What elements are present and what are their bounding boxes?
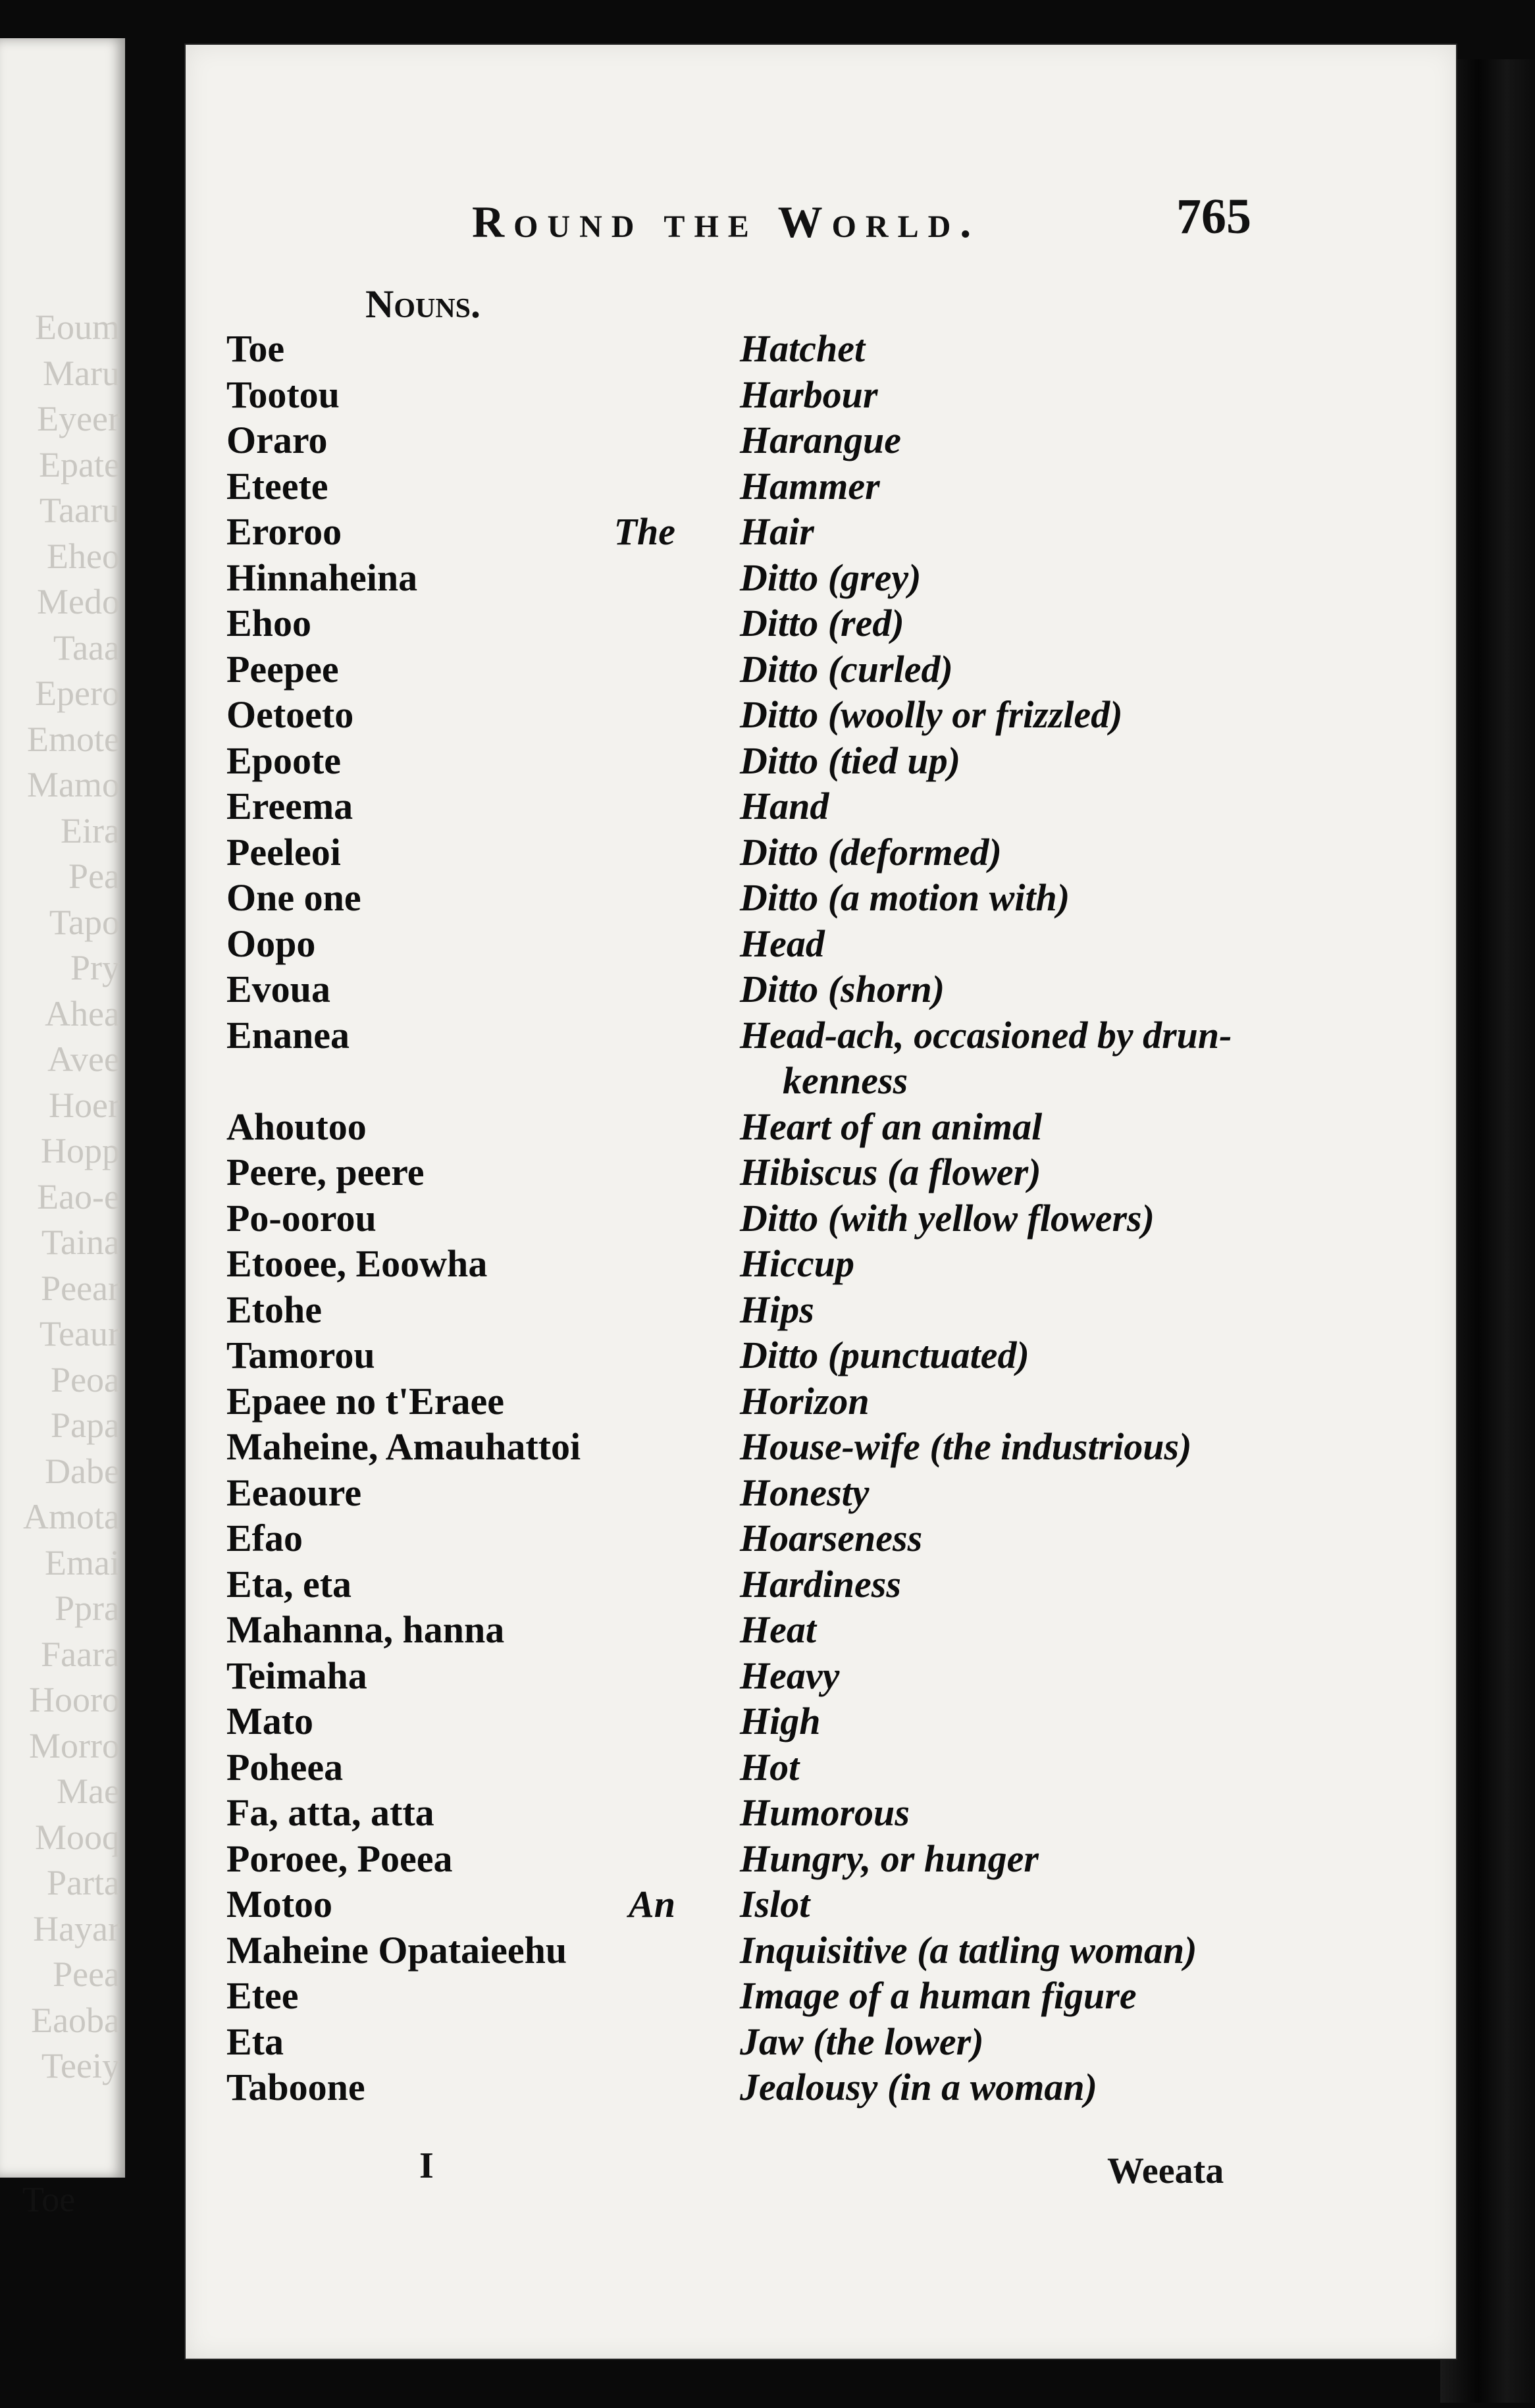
previous-page-catchword: Toe xyxy=(22,2180,76,2219)
vocabulary-row xyxy=(226,1105,1411,1151)
running-head: Round the World. xyxy=(472,197,981,247)
native-word: Maheine Opataieehu xyxy=(226,1928,567,1972)
previous-page-word: Pry xyxy=(70,948,120,987)
vocabulary-row xyxy=(226,1699,1411,1745)
english-meaning: Hot xyxy=(740,1745,800,1789)
page-number: 765 xyxy=(1176,189,1251,244)
previous-page-word: Taaru xyxy=(39,490,120,530)
previous-page-word: Taina xyxy=(41,1222,120,1262)
vocabulary-row xyxy=(226,1150,1411,1196)
english-meaning: Ditto (with yellow flowers) xyxy=(740,1196,1155,1240)
previous-page-word: Mamo xyxy=(27,765,120,804)
previous-page-word: Eyeer xyxy=(37,399,120,438)
english-meaning: Harbour xyxy=(740,373,878,416)
english-meaning: Ditto (shorn) xyxy=(740,968,945,1010)
english-meaning: Head-ach, occasioned by drun- xyxy=(740,1013,1232,1057)
english-meaning: kenness xyxy=(783,1059,908,1102)
vocabulary-row xyxy=(226,556,1411,602)
native-word: Toe xyxy=(226,327,285,370)
previous-page-word: Dabe xyxy=(45,1451,120,1491)
previous-page-word: Eheo xyxy=(47,536,120,576)
vocabulary-row xyxy=(226,967,1411,1013)
english-meaning: Ditto (curled) xyxy=(740,647,953,691)
native-word: Evoua xyxy=(226,968,330,1010)
previous-page-word: Eira xyxy=(61,810,120,851)
section-title: Nouns. xyxy=(365,282,481,326)
previous-page-word: Amota xyxy=(23,1497,120,1536)
previous-page-word: Hayar xyxy=(33,1908,120,1949)
vocabulary-row xyxy=(226,647,1411,693)
previous-page-word: Eoum xyxy=(35,307,120,347)
english-meaning: Hair xyxy=(740,510,814,553)
vocabulary-row xyxy=(226,2020,1411,2066)
english-meaning: Ditto (red) xyxy=(740,602,904,644)
native-word: Epoote xyxy=(226,739,341,782)
vocabulary-list xyxy=(226,327,1411,2111)
previous-page-word: Teaur xyxy=(39,1314,120,1353)
vocabulary-row xyxy=(226,510,1411,556)
previous-page-word: Papa xyxy=(51,1405,120,1445)
vocabulary-row xyxy=(226,922,1411,968)
native-word: Oopo xyxy=(226,922,316,965)
native-word: Eeaoure xyxy=(226,1471,362,1514)
vocabulary-row xyxy=(226,693,1411,739)
previous-page-word: Eaoba xyxy=(31,2000,120,2040)
native-word: Efao xyxy=(226,1517,303,1559)
native-word: Eta xyxy=(226,2020,284,2063)
vocabulary-row xyxy=(226,1928,1411,1974)
previous-page-word: Tapo xyxy=(49,902,120,942)
english-meaning: Heavy xyxy=(740,1654,840,1697)
native-word: Epaee no t'Eraee xyxy=(226,1379,505,1423)
previous-page-word: Epero xyxy=(35,673,120,713)
vocabulary-row xyxy=(226,1471,1411,1517)
previous-page-word: Morro xyxy=(29,1725,120,1766)
previous-page-word: Hooro xyxy=(29,1680,120,1719)
native-word: Oraro xyxy=(226,419,328,461)
vocabulary-row xyxy=(226,1288,1411,1334)
english-meaning: Harangue xyxy=(740,419,901,461)
native-word: Etooee, Eoowha xyxy=(226,1242,488,1285)
english-meaning: Humorous xyxy=(740,1791,910,1834)
english-meaning: Hungry, or hunger xyxy=(740,1837,1039,1880)
vocabulary-row xyxy=(226,1882,1411,1928)
native-word: Mato xyxy=(226,1700,314,1742)
vocabulary-row xyxy=(226,1333,1411,1379)
english-meaning: Islot xyxy=(740,1883,810,1925)
english-meaning: House-wife (the industrious) xyxy=(740,1425,1192,1468)
previous-page-edge xyxy=(0,38,125,2219)
previous-page-word: Peear xyxy=(41,1268,120,1308)
vocabulary-row xyxy=(226,1837,1411,1883)
native-word: Po-oorou xyxy=(226,1196,377,1240)
english-meaning: Hatchet xyxy=(740,327,866,370)
previous-page-word: Pea xyxy=(68,856,120,896)
native-word: Peere, peere xyxy=(226,1151,425,1193)
vocabulary-row xyxy=(226,1974,1411,2020)
previous-page-word: Mae xyxy=(57,1771,120,1811)
vocabulary-row xyxy=(226,1654,1411,1700)
native-word: Motoo xyxy=(226,1883,333,1925)
vocabulary-row xyxy=(226,327,1411,373)
previous-page-word: Taaa xyxy=(53,627,120,667)
native-word: Ehoo xyxy=(226,602,311,644)
previous-page-word: Epate xyxy=(39,444,120,484)
previous-page-word: Faara xyxy=(41,1634,120,1674)
previous-page-word: Ahea xyxy=(45,993,120,1034)
native-word: Maheine, Amauhattoi xyxy=(226,1425,581,1468)
previous-page-word: Hopp xyxy=(41,1131,120,1170)
vocabulary-row xyxy=(226,418,1411,464)
previous-page-word: Medo xyxy=(37,582,120,621)
english-meaning: Inquisitive (a tatling woman) xyxy=(740,1928,1197,1972)
signature-mark: I xyxy=(419,2145,434,2186)
book-page xyxy=(186,45,1456,2359)
vocabulary-row xyxy=(226,373,1411,419)
previous-page-word: Avee xyxy=(47,1039,120,1079)
english-meaning: Ditto (tied up) xyxy=(740,739,961,782)
vocabulary-row xyxy=(226,1791,1411,1837)
previous-page-word: Peoa xyxy=(51,1359,120,1400)
previous-page-word: Mooq xyxy=(34,1817,120,1857)
english-article: An xyxy=(629,1883,675,1925)
native-word: Etohe xyxy=(226,1288,322,1331)
native-word: Taboone xyxy=(226,2066,365,2108)
native-word: Mahanna, hanna xyxy=(226,1608,505,1651)
english-meaning: Image of a human figure xyxy=(740,1974,1137,2017)
native-word: Poheea xyxy=(226,1745,344,1789)
english-meaning: Ditto (deformed) xyxy=(740,830,1002,874)
vocabulary-row xyxy=(226,464,1411,510)
native-word: Eta, eta xyxy=(226,1562,352,1606)
vocabulary-row xyxy=(226,1425,1411,1471)
english-meaning: High xyxy=(740,1700,821,1742)
previous-page-word: Emote xyxy=(27,719,120,759)
native-word: Peepee xyxy=(226,647,339,691)
english-meaning: Hibiscus (a flower) xyxy=(740,1151,1041,1193)
english-meaning: Ditto (grey) xyxy=(740,556,922,599)
native-word: Hinnaheina xyxy=(226,556,418,599)
native-word: Ereema xyxy=(226,785,353,827)
native-word: Enanea xyxy=(226,1013,350,1057)
native-word: Tootou xyxy=(226,373,340,416)
vocabulary-row xyxy=(226,1745,1411,1791)
native-word: Fa, atta, atta xyxy=(226,1791,434,1834)
native-word: Eteete xyxy=(226,464,328,508)
vocabulary-row xyxy=(226,739,1411,785)
previous-page-word: Parta xyxy=(47,1863,120,1902)
native-word: Ahoutoo xyxy=(226,1105,367,1148)
native-word: Poroee, Poeea xyxy=(226,1837,453,1880)
previous-page-word: Peea xyxy=(53,1954,120,1994)
native-word: Etee xyxy=(226,1974,299,2017)
vocabulary-row xyxy=(226,601,1411,647)
previous-page-word: Maru xyxy=(43,353,120,393)
vocabulary-row-continuation xyxy=(226,1059,1411,1105)
english-meaning: Honesty xyxy=(740,1471,870,1514)
vocabulary-row xyxy=(226,1608,1411,1654)
previous-page-word: Hoer xyxy=(49,1085,120,1125)
vocabulary-row xyxy=(226,830,1411,876)
english-meaning: Jaw (the lower) xyxy=(740,2020,984,2063)
previous-page-word: Ppra xyxy=(55,1588,120,1628)
vocabulary-row xyxy=(226,1013,1411,1059)
english-meaning: Heart of an animal xyxy=(740,1105,1043,1148)
vocabulary-row xyxy=(226,1562,1411,1608)
english-meaning: Hoarseness xyxy=(740,1517,923,1559)
vocabulary-row xyxy=(226,784,1411,830)
previous-page-showthrough-words xyxy=(23,305,120,2089)
previous-page-word: Teeiy xyxy=(41,2046,120,2085)
native-word: Oetoeto xyxy=(226,693,354,736)
native-word: Eroroo xyxy=(226,510,342,553)
english-meaning: Horizon xyxy=(740,1379,870,1423)
english-meaning: Ditto (woolly or frizzled) xyxy=(740,693,1123,736)
english-meaning: Head xyxy=(740,922,825,965)
english-meaning: Hammer xyxy=(740,464,880,508)
english-meaning: Ditto (punctuated) xyxy=(740,1334,1029,1376)
vocabulary-row xyxy=(226,1196,1411,1242)
vocabulary-row xyxy=(226,2065,1411,2111)
native-word: Tamorou xyxy=(226,1334,375,1376)
english-meaning: Heat xyxy=(740,1608,816,1651)
english-meaning: Hips xyxy=(740,1288,814,1331)
previous-page-word: Emai xyxy=(45,1542,120,1583)
english-meaning: Jealousy (in a woman) xyxy=(740,2066,1097,2108)
vocabulary-row xyxy=(226,1379,1411,1425)
native-word: Teimaha xyxy=(226,1654,367,1697)
english-meaning: Hardiness xyxy=(740,1562,901,1606)
english-meaning: Hiccup xyxy=(740,1242,854,1285)
english-meaning: Hand xyxy=(740,785,829,827)
english-meaning: Ditto (a motion with) xyxy=(740,876,1070,919)
previous-page-word: Eao-e xyxy=(37,1176,120,1217)
native-word: One one xyxy=(226,876,361,919)
english-article: The xyxy=(613,510,675,553)
native-word: Peeleoi xyxy=(226,830,341,874)
catchword: Weeata xyxy=(1107,2151,1224,2191)
vocabulary-row xyxy=(226,876,1411,922)
vocabulary-row xyxy=(226,1516,1411,1562)
vocabulary-row xyxy=(226,1242,1411,1288)
